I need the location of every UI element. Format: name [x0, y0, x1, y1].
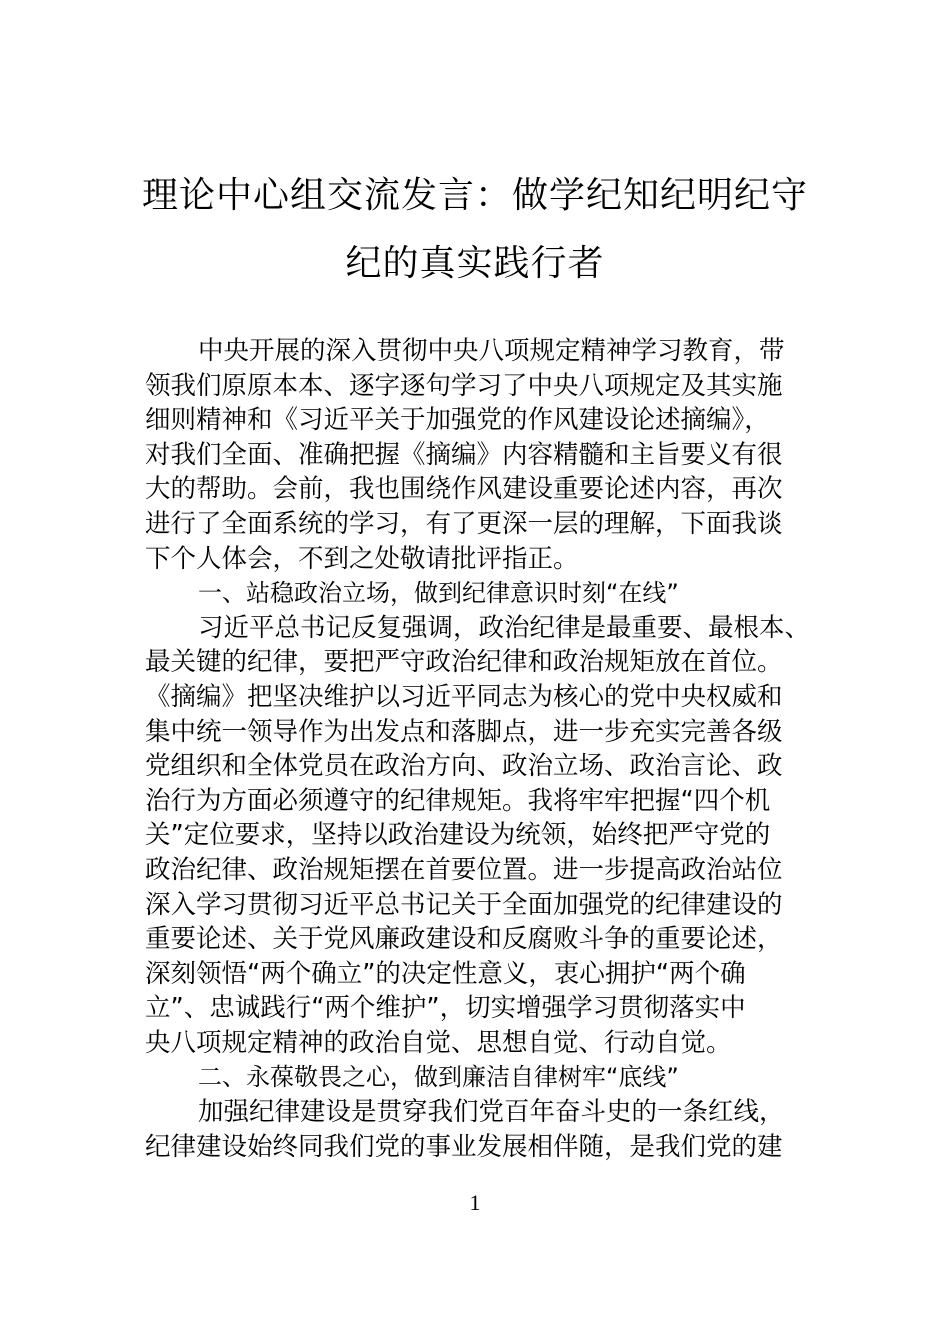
paragraph-line: 中央开展的深入贯彻中央八项规定精神学习教育，带 — [198, 336, 785, 366]
paragraph-line: 关”定位要求，坚持以政治建设为统领，始终把严守党的 — [145, 820, 771, 851]
paragraph-line: 政治纪律、政治规矩摆在首要位置。进一步提高政治站位 — [145, 854, 783, 885]
paragraph-line: 立”、忠诚践行“两个维护”，切实增强学习贯彻落实中 — [145, 993, 746, 1024]
paragraph-line: 深刻领悟“两个确立”的决定性意义，衷心拥护“两个确 — [145, 958, 746, 989]
paragraph-line: 党组织和全体党员在政治方向、政治立场、政治言论、政 — [145, 751, 783, 782]
paragraph-line: 领我们原原本本、逐字逐句学习了中央八项规定及其实施 — [145, 370, 783, 401]
paragraph-line: 加强纪律建设是贯穿我们党百年奋斗史的一条红线， — [198, 1097, 785, 1128]
paragraph-line: 纪律建设始终同我们党的事业发展相伴随，是我们党的建 — [145, 1131, 783, 1162]
paragraph-line: 细则精神和《习近平关于加强党的作风建设论述摘编》， — [145, 405, 770, 436]
page-number: 1 — [469, 1190, 481, 1215]
section-heading: 二、永葆敬畏之心，做到廉洁自律树牢“底线” — [198, 1063, 679, 1092]
paragraph-line: 治行为方面必须遵守的纪律规矩。我将牢牢把握“四个机 — [145, 785, 771, 816]
paragraph-line: 深入学习贯彻习近平总书记关于全面加强党的纪律建设的 — [145, 889, 783, 920]
paragraph-line: 央八项规定精神的政治自觉、思想自觉、行动自觉。 — [145, 1027, 732, 1058]
paragraph-line: 集中统一领导作为出发点和落脚点，进一步充实完善各级 — [145, 716, 783, 747]
paragraph-line: 大的帮助。会前，我也围绕作风建设重要论述内容，再次 — [145, 474, 783, 505]
section-heading: 一、站稳政治立场，做到纪律意识时刻“在线” — [198, 579, 679, 608]
document-body — [145, 334, 810, 1164]
document-title-line-1: 理论中心组交流发言：做学纪知纪明纪守 — [141, 175, 808, 216]
paragraph-line: 下个人体会，不到之处敬请批评指正。 — [145, 543, 579, 574]
paragraph-line: 习近平总书记反复强调，政治纪律是最重要、最根本、 — [198, 612, 811, 643]
paragraph-line: 最关键的纪律，要把严守政治纪律和政治规矩放在首位。 — [145, 647, 783, 678]
paragraph-line: 进行了全面系统的学习，有了更深一层的理解，下面我谈 — [145, 508, 783, 539]
paragraph-line: 对我们全面、准确把握《摘编》内容精髓和主旨要义有很 — [145, 439, 783, 470]
document-title-line-2: 纪的真实践行者 — [345, 243, 605, 284]
paragraph-line: 重要论述、关于党风廉政建设和反腐败斗争的重要论述， — [145, 924, 783, 955]
paragraph-line: 《摘编》把坚决维护以习近平同志为核心的党中央权威和 — [145, 681, 783, 712]
